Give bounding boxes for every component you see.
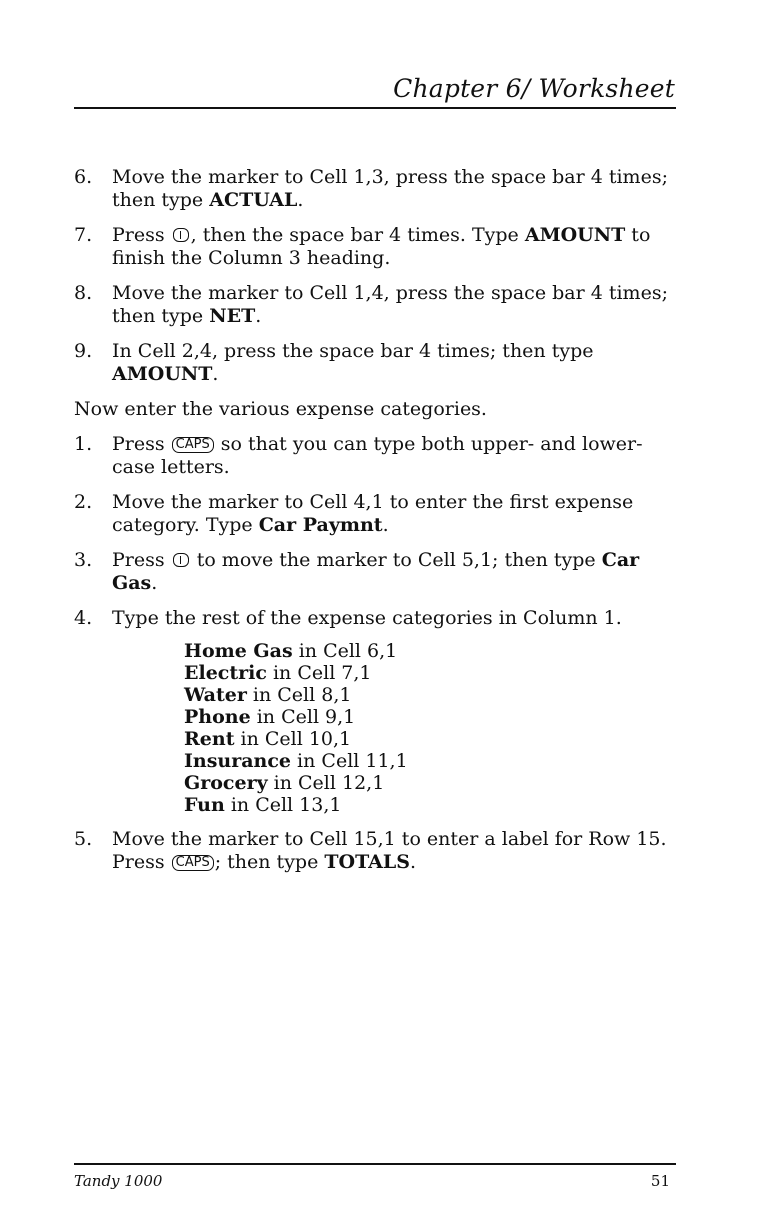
step-number: 6. [74, 166, 93, 188]
step-text: . [151, 572, 158, 594]
step-text: , then the space bar 4 times. Type [190, 224, 525, 246]
content [74, 166, 676, 886]
category-line [184, 706, 676, 728]
step-text: In Cell 2,4, press the space bar 4 times; then type [112, 340, 594, 362]
category-name: Home Gas [184, 640, 293, 662]
category-cell: in Cell 11,1 [291, 750, 408, 772]
category-line [184, 640, 676, 662]
step-text: Press [112, 224, 171, 246]
step-text: . [212, 363, 219, 385]
category-line [184, 772, 676, 794]
page-header: Chapter 6/ Worksheet [393, 74, 675, 103]
category-cell: in Cell 9,1 [250, 706, 356, 728]
step-text: Move the marker to Cell 15,1 to enter a label for Row 15. Press [112, 828, 667, 873]
step-number: 5. [74, 828, 93, 850]
step-number: 4. [74, 607, 93, 629]
category-name: Insurance [184, 750, 292, 772]
step-6 [74, 166, 676, 212]
step-text: Move the marker to Cell 4,1 to enter the first expense category. Type [112, 491, 634, 536]
category-cell: in Cell 10,1 [234, 728, 352, 750]
category-cell: in Cell 12,1 [267, 772, 385, 794]
step-8 [74, 282, 676, 328]
step-bold: AMOUNT [112, 363, 213, 385]
category-name: Electric [184, 662, 267, 684]
category-name: Water [184, 684, 247, 706]
step-bold: Car Gas [112, 549, 640, 594]
step-number: 7. [74, 224, 93, 246]
step-text: to move the marker to Cell 5,1; then type [190, 549, 602, 571]
category-name: Rent [184, 728, 235, 750]
step-text: . [382, 514, 389, 536]
down-arrow-key-icon [173, 553, 189, 567]
step-3 [74, 549, 676, 595]
step-5 [74, 828, 676, 874]
category-name: Phone [184, 706, 251, 728]
step-text: to finish the Column 3 heading. [112, 224, 651, 269]
step-1 [74, 433, 676, 479]
step-number: 3. [74, 549, 93, 571]
category-line [184, 728, 676, 750]
step-text: Press [112, 433, 171, 455]
step-7 [74, 224, 676, 270]
footer-rule [74, 1163, 676, 1165]
category-cell: in Cell 13,1 [224, 794, 342, 816]
step-bold: AMOUNT [524, 224, 626, 246]
category-cell: in Cell 7,1 [266, 662, 372, 684]
footer-title: Tandy 1000 [74, 1172, 163, 1190]
intro-paragraph: Now enter the various expense categories. [74, 398, 487, 420]
step-text: so that you can type both upper- and lower-case letters. [112, 433, 643, 478]
down-arrow-key-icon [173, 228, 189, 242]
step-text: ; then type [214, 851, 325, 873]
category-cell: in Cell 6,1 [292, 640, 398, 662]
step-4 [74, 607, 676, 630]
category-line [184, 662, 676, 684]
step-text: Press [112, 549, 171, 571]
category-line [184, 684, 676, 706]
step-number: 8. [74, 282, 93, 304]
step-number: 1. [74, 433, 93, 455]
step-text: Move the marker to Cell 1,4, press the space bar 4 times; then type [112, 282, 668, 327]
step-number: 9. [74, 340, 93, 362]
step-bold: TOTALS [324, 851, 410, 873]
category-line [184, 750, 676, 772]
page-number: 51 [650, 1172, 670, 1190]
step-text: . [410, 851, 417, 873]
step-bold: Car Paymnt [258, 514, 383, 536]
category-list [74, 640, 676, 816]
category-line [184, 794, 676, 816]
step-2 [74, 491, 676, 537]
step-text: Type the rest of the expense categories in Column 1. [112, 607, 622, 629]
step-9 [74, 340, 676, 386]
caps-key-icon: CAPS [172, 437, 214, 453]
step-text: Move the marker to Cell 1,3, press the space bar 4 times; then type [112, 166, 668, 211]
step-bold: ACTUAL [209, 189, 298, 211]
step-number: 2. [74, 491, 93, 513]
category-name: Fun [184, 794, 225, 816]
caps-key-icon: CAPS [172, 855, 214, 871]
header-rule [74, 107, 676, 109]
step-text: . [297, 189, 304, 211]
step-text: . [255, 305, 262, 327]
category-name: Grocery [184, 772, 268, 794]
step-bold: NET [209, 305, 256, 327]
category-cell: in Cell 8,1 [246, 684, 352, 706]
